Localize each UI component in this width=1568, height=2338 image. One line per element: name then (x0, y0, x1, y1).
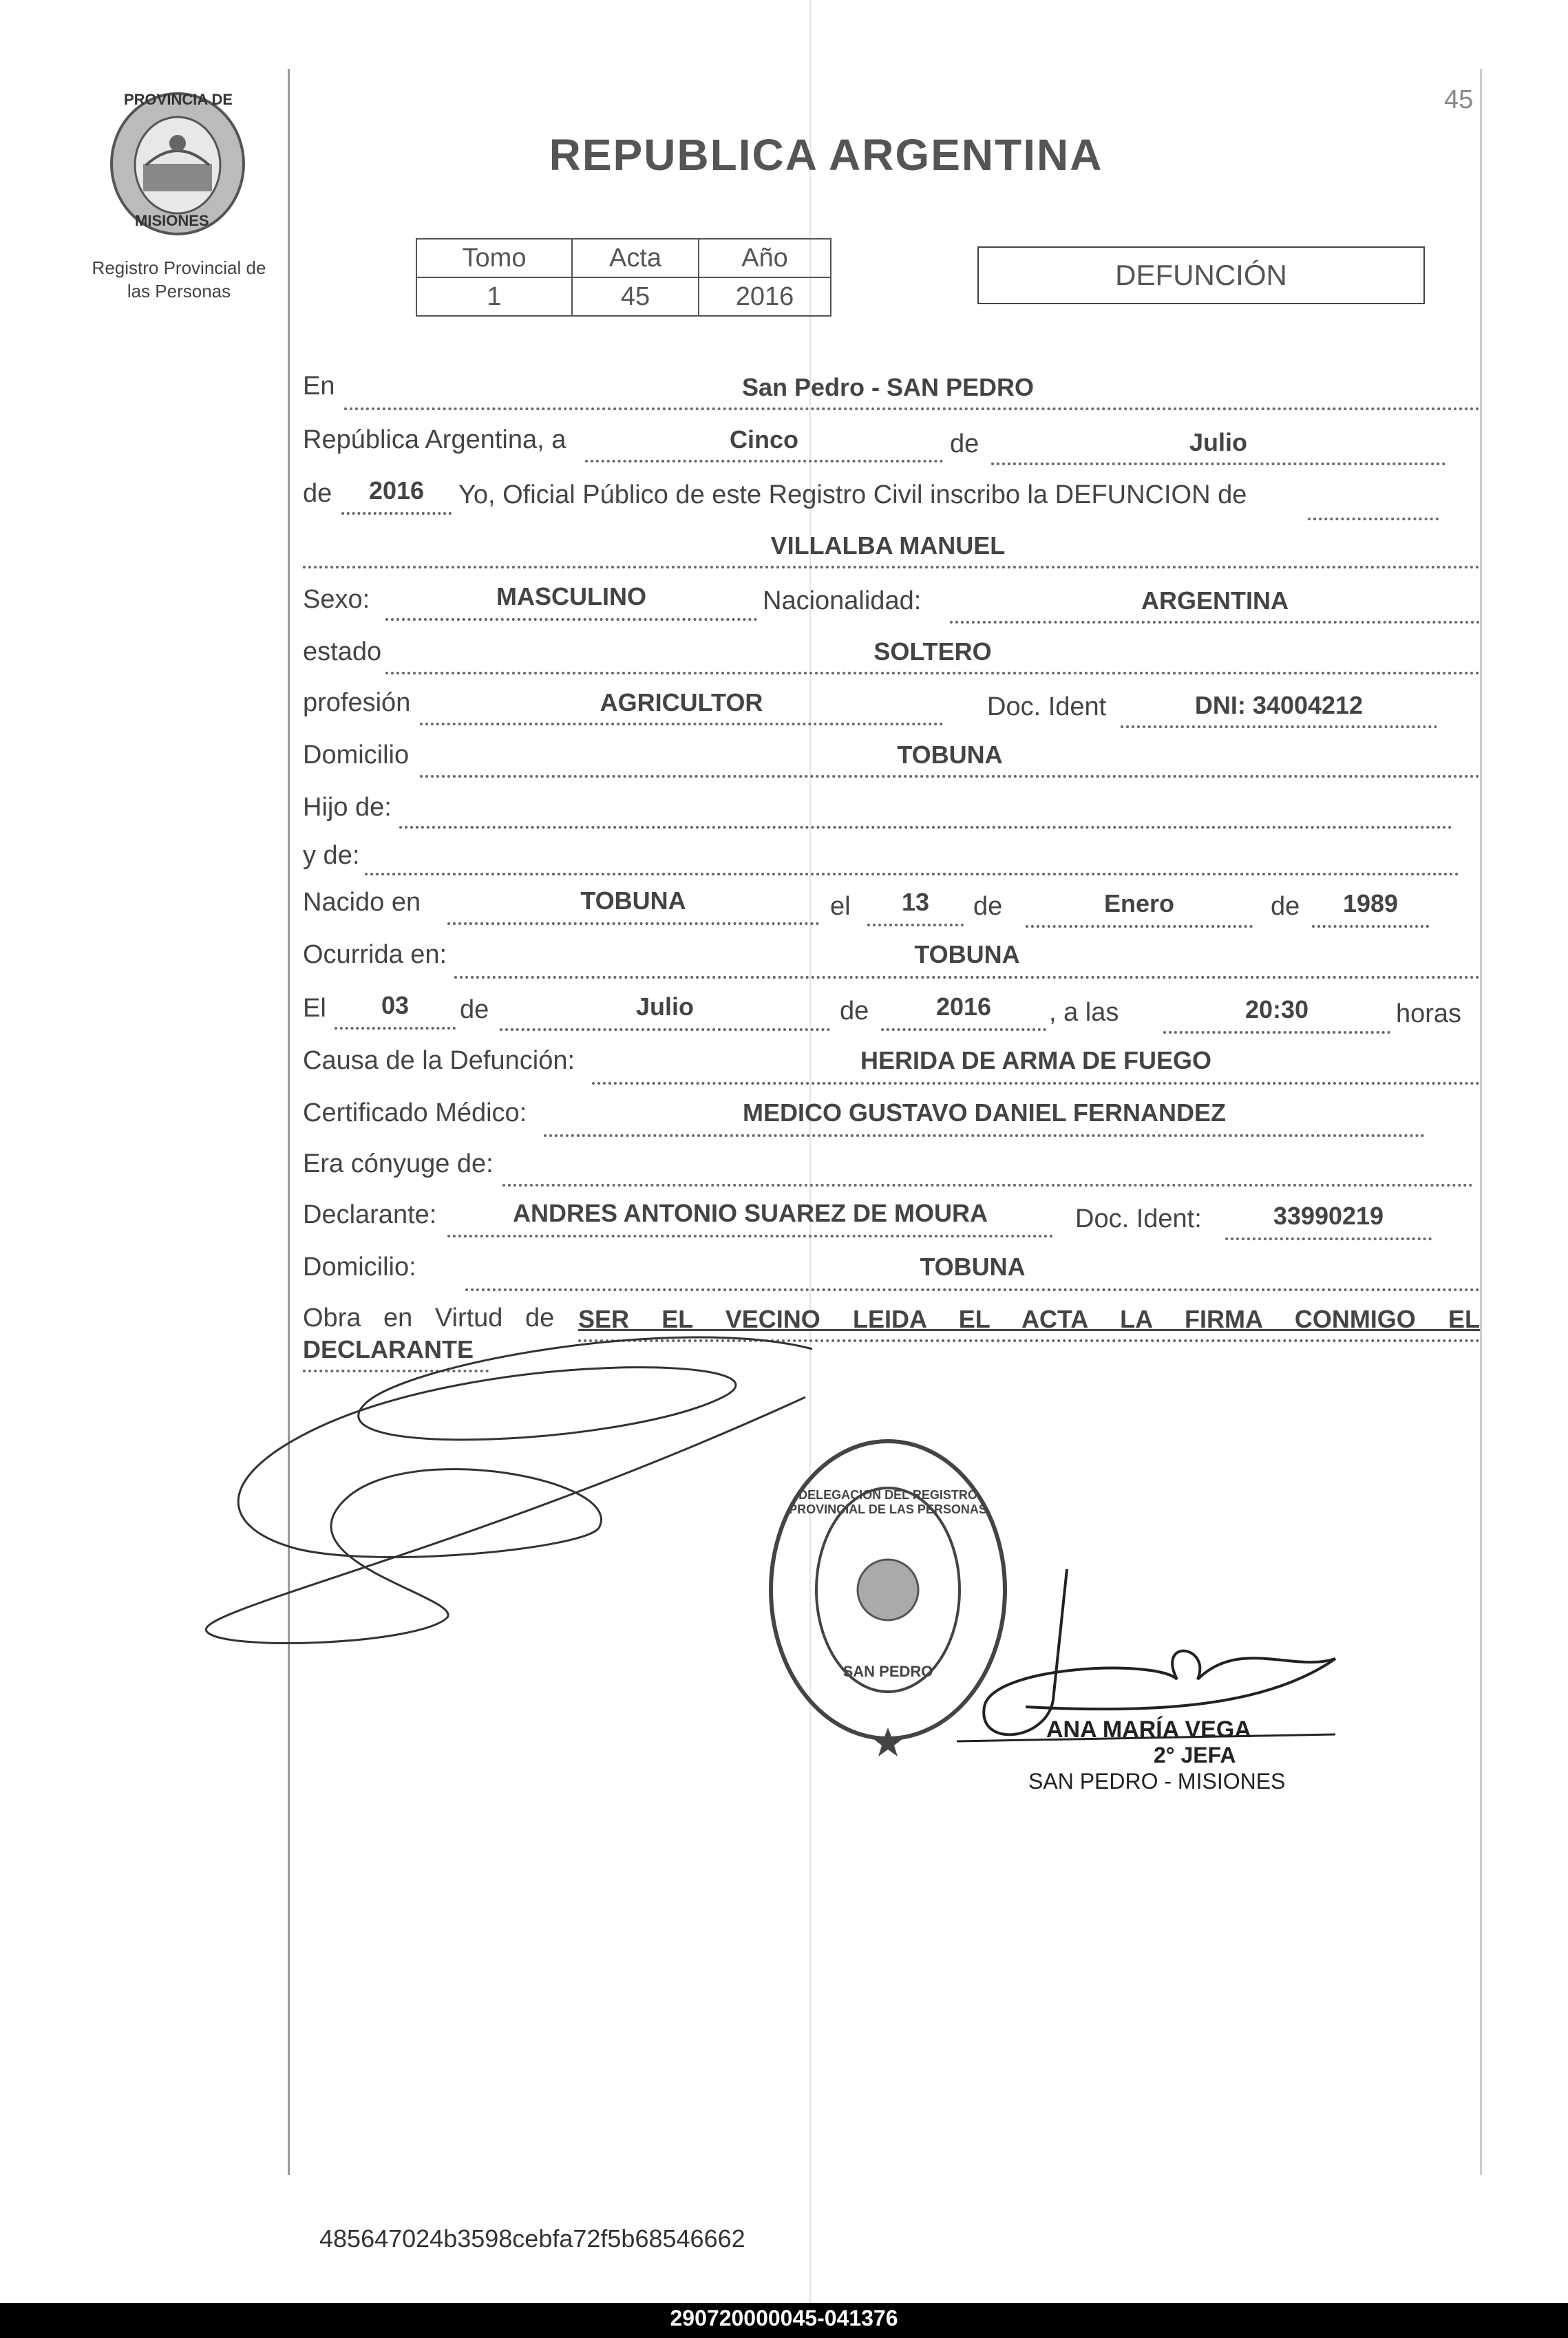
field-certificado: MEDICO GUSTAVO DANIEL FERNANDEZ (742, 1098, 1227, 1127)
label-declarante: Declarante: (303, 1200, 437, 1229)
tomo-value: 1 (416, 277, 572, 316)
dots (1163, 1031, 1390, 1034)
dots (881, 1028, 1046, 1031)
dots (585, 460, 943, 463)
label-en: En (303, 372, 335, 401)
dots (950, 621, 1480, 624)
dots (365, 873, 1459, 875)
registry-name (76, 256, 282, 303)
field-declarante: ANDRES ANTONIO SUAREZ DE MOURA (512, 1199, 988, 1227)
label-republica: República Argentina, a (303, 425, 566, 454)
label-de: de (950, 429, 979, 458)
field-estado: SOLTERO (873, 637, 992, 666)
field-obra-line2: DECLARANTE (303, 1335, 474, 1363)
label-nacionalidad: Nacionalidad: (763, 586, 922, 615)
logo-text-bottom: MISIONES (135, 212, 209, 229)
dots (420, 723, 943, 725)
registry-name-line1: Registro Provincial de (92, 257, 266, 278)
dots (1308, 518, 1439, 520)
label-horas: horas (1396, 999, 1462, 1028)
field-nac-dia: 13 (901, 888, 930, 916)
field-nac-mes: Enero (1103, 889, 1175, 917)
dots (500, 1028, 830, 1031)
field-declarante-doc: 33990219 (1273, 1202, 1384, 1230)
label-de: de (840, 997, 869, 1025)
dots (1312, 925, 1429, 928)
label-a-las: , a las (1049, 998, 1119, 1027)
field-dia-letras: Cinco (729, 425, 798, 454)
dots (991, 463, 1445, 465)
dots (420, 775, 1480, 778)
field-nombre: VILLALBA MANUEL (770, 531, 1006, 560)
document-hash: 485647024b3598cebfa72f5b68546662 (319, 2224, 745, 2253)
field-nacido-en: TOBUNA (580, 886, 686, 915)
document-type-box: DEFUNCIÓN (977, 246, 1425, 304)
footer-id: 290720000045-041376 (670, 2306, 898, 2330)
dots (1026, 925, 1253, 928)
dots (447, 922, 819, 925)
field-mes: Julio (1189, 428, 1247, 456)
field-def-hora: 20:30 (1244, 995, 1309, 1023)
dots (465, 1288, 1480, 1291)
label-el: el (830, 892, 851, 921)
label-estado: estado (303, 637, 382, 666)
label-domicilio: Domicilio (303, 741, 410, 769)
label-obra: Obra en Virtud de (303, 1304, 555, 1332)
field-profesion: AGRICULTOR (600, 688, 763, 716)
label-sexo: Sexo: (303, 585, 370, 614)
official-place: SAN PEDRO - MISIONES (1028, 1769, 1286, 1794)
field-nacionalidad: ARGENTINA (1141, 586, 1289, 615)
field-lugar: San Pedro - SAN PEDRO (741, 373, 1035, 401)
label-hijo-de: Hijo de: (303, 793, 392, 822)
label-domicilio-declarante: Domicilio: (303, 1253, 416, 1282)
right-margin-line (1480, 69, 1482, 2175)
dots (399, 826, 1452, 829)
label-de: de (460, 995, 489, 1024)
registry-name-line2: las Personas (127, 281, 231, 301)
acta-header: Acta (572, 239, 699, 277)
dots (344, 407, 1480, 410)
logo-text-top: PROVINCIA DE (124, 91, 233, 108)
dots (1225, 1237, 1432, 1240)
field-dni: DNI: 34004212 (1194, 691, 1364, 719)
field-ocurrida-en: TOBUNA (914, 940, 1020, 968)
dots (447, 1235, 1053, 1237)
page-number: 45 (1444, 85, 1474, 114)
label-yo: Yo, Oficial Público de este Registro Civil inscribo la DEFUNCION de (458, 480, 1247, 509)
anio-value: 2016 (699, 277, 831, 316)
field-def-mes: Julio (635, 992, 694, 1021)
reference-header-row (416, 239, 831, 277)
acta-value: 45 (572, 277, 699, 316)
field-anio: 2016 (368, 476, 425, 504)
dots (303, 566, 1480, 568)
field-def-dia: 03 (381, 991, 410, 1019)
dots (1121, 725, 1437, 728)
label-de: de (1271, 892, 1300, 921)
dots (867, 924, 964, 926)
label-causa: Causa de la Defunción: (303, 1046, 575, 1075)
field-nac-anio: 1989 (1342, 889, 1399, 917)
field-obra-line1: SER EL VECINO LEIDA EL ACTA LA FIRMA CONMIGO EL (578, 1305, 1480, 1333)
official-name: ANA MARÍA VEGA (1046, 1717, 1251, 1743)
document-title: REPUBLICA ARGENTINA (549, 130, 1103, 180)
field-def-anio: 2016 (935, 992, 992, 1021)
dots (385, 618, 757, 621)
stamp-inner-text: SAN PEDRO (843, 1663, 933, 1680)
center-fold-line (809, 0, 811, 2303)
official-role: 2° JEFA (1154, 1743, 1236, 1767)
left-margin-line (288, 69, 290, 2175)
anio-header: Año (699, 239, 831, 277)
label-nacido-en: Nacido en (303, 888, 421, 917)
reference-table (416, 238, 831, 317)
label-profesion: profesión (303, 688, 411, 717)
field-sexo: MASCULINO (496, 582, 646, 610)
label-certificado: Certificado Médico: (303, 1098, 527, 1127)
stamp-outer-text: DELEGACION DEL REGISTRO PROVINCIAL DE LAS PERSONAS (789, 1488, 987, 1516)
label-ocurrida-en: Ocurrida en: (303, 940, 447, 969)
label-doc-ident-declarante: Doc. Ident: (1075, 1204, 1202, 1233)
reference-value-row (416, 277, 831, 316)
dots (544, 1134, 1425, 1137)
dots (335, 1027, 456, 1030)
field-causa: HERIDA DE ARMA DE FUEGO (860, 1046, 1211, 1074)
field-domicilio: TOBUNA (897, 741, 1003, 769)
label-conyuge: Era cónyuge de: (303, 1149, 494, 1178)
label-doc-ident: Doc. Ident (987, 692, 1107, 721)
dots (341, 512, 452, 515)
label-y-de: y de: (303, 841, 360, 870)
dots (592, 1082, 1480, 1085)
dots (502, 1184, 1473, 1187)
label-de: de (303, 479, 332, 508)
tomo-header: Tomo (416, 239, 572, 277)
label-de: de (973, 892, 1003, 921)
field-declarante-domicilio: TOBUNA (920, 1253, 1026, 1281)
label-el: El (303, 994, 326, 1023)
dots (385, 672, 1480, 674)
dots (454, 976, 1480, 979)
declarante-signature (200, 1321, 833, 1679)
